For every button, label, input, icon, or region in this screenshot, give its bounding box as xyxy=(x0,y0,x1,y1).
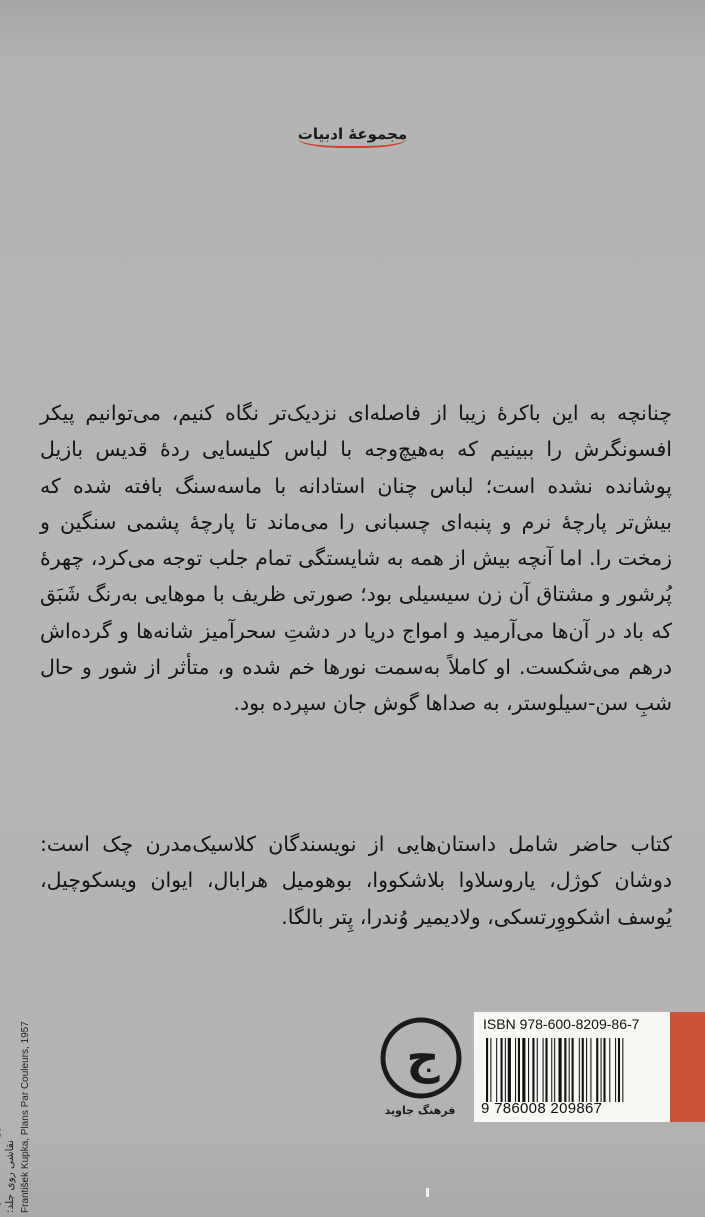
barcode-digits: 9 786008 209867 xyxy=(481,1100,603,1117)
book-description: کتاب حاضر شامل داستان‌هایی از نویسندگان کلاسیک‌مدرن چک است: دوشان کوژل، یاروسلاوا بلاشکووا، بوهومیل هرابال، ایوان ویسکوچیل، یُوسف اشکووِرتسکی، ولادیمیر وُندرا، پِتر بالگا. xyxy=(40,832,672,929)
barcode-bar xyxy=(569,1038,570,1102)
barcode-bar xyxy=(572,1038,574,1102)
barcode-bar xyxy=(508,1038,511,1102)
barcode-bar xyxy=(559,1038,562,1102)
excerpt-paragraph: چنانچه به این باکرهٔ زیبا از فاصله‌ای نزدیک‌تر نگاه کنیم، می‌توانیم پیکر افسونگرش را ببینیم که به‌هیچ‌وجه با لباس کلیسایی ردهٔ قدیس بازیل پوشانده نشده است؛ لباس چنان استادانه با ماسه‌سنگ بافته شده که بیش‌تر پارچهٔ نرم و پنبه‌ای چسبانی را می‌ماند تا پارچهٔ پشمی سنگین و زمخت را. اما آنچه بیش از همه به شایستگی تمام جلب توجه می‌کرد، چهرهٔ پُرشور و مشتاق آن زن سیسیلی بود؛ صورتی ظریف با موهایی به‌رنگ شَبَق که باد در آن‌ها می‌آرمید و امواج دریا در دشتِ سحرآمیز شانه‌ها و گرده‌اش درهم می‌شکست. او کاملاً به‌سمت نورها خم شده و، متأثر از شور و حال شبِ سن-سیلوستر، به صداها گوش جان سپرده بود. xyxy=(40,401,672,716)
barcode-bar xyxy=(601,1038,602,1102)
series-header xyxy=(0,124,705,148)
barcode-bar xyxy=(537,1038,538,1102)
barcode-bar xyxy=(615,1038,616,1102)
publisher-name: فرهنگ جاوید xyxy=(384,1104,456,1117)
barcode-bar xyxy=(545,1038,547,1102)
barcode-bar xyxy=(564,1038,566,1102)
barcode-bar xyxy=(515,1038,516,1102)
cover-credits xyxy=(0,1013,68,1213)
barcode-bar xyxy=(609,1038,610,1102)
barcode-bar xyxy=(579,1038,580,1102)
publisher-logo-glyph: ج xyxy=(406,1030,440,1084)
barcode-bar xyxy=(603,1038,605,1102)
series-label: مجموعهٔ ادبیات xyxy=(298,125,407,148)
barcode-bar xyxy=(505,1038,506,1102)
barcode-bar xyxy=(543,1038,544,1102)
barcode-bar xyxy=(501,1038,503,1102)
barcode-bar xyxy=(618,1038,620,1102)
barcode-bar xyxy=(518,1038,520,1102)
barcode-bar xyxy=(486,1038,488,1102)
barcode-icon xyxy=(486,1038,660,1102)
barcode-bar xyxy=(596,1038,598,1102)
barcode-bar xyxy=(622,1038,623,1102)
isbn-label: ISBN 978-600-8209-86-7 xyxy=(483,1016,640,1032)
barcode-bar xyxy=(590,1038,591,1102)
barcode-bar xyxy=(490,1038,491,1102)
barcode-bar xyxy=(528,1038,529,1102)
barcode-bar xyxy=(586,1038,587,1102)
cover-painting-title: František Kupka, Plans Par Couleurs, 1957 xyxy=(20,1021,31,1213)
cover-painting-label: نقاشی روی جلد: xyxy=(4,1139,16,1213)
publisher-logo-icon xyxy=(378,1015,464,1101)
barcode-bar xyxy=(522,1038,525,1102)
accent-stripe xyxy=(670,1012,705,1122)
barcode-bar xyxy=(496,1038,497,1102)
barcode-bar xyxy=(554,1038,555,1102)
barcode-bar xyxy=(551,1038,552,1102)
barcode-bar xyxy=(582,1038,584,1102)
spine-mark xyxy=(426,1188,429,1197)
isbn-barcode-block xyxy=(474,1012,670,1122)
barcode-bar xyxy=(532,1038,534,1102)
